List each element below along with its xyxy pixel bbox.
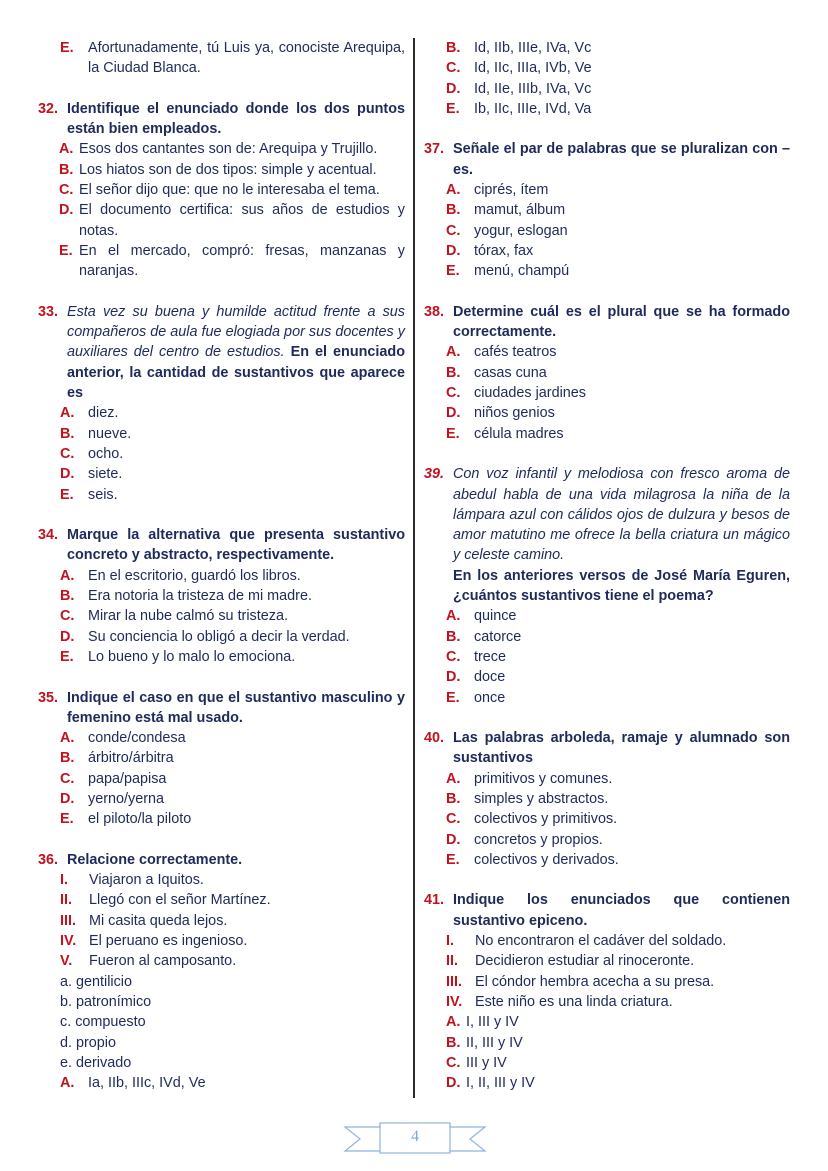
option-text: II, III y IV xyxy=(466,1034,523,1051)
option-letter: C. xyxy=(446,811,461,828)
option-letter: D. xyxy=(60,790,75,807)
option-text: diez. xyxy=(88,405,119,422)
option-letter: B. xyxy=(59,161,74,178)
option-letter: A. xyxy=(446,608,461,625)
option-text: Id, IIc, IIIa, IVb, Ve xyxy=(474,60,592,77)
question-number: 35. xyxy=(38,689,59,706)
roman-numeral: III. xyxy=(446,973,462,990)
option-letter: D. xyxy=(446,80,461,97)
statement-text: Este niño es una linda criatura. xyxy=(475,993,673,1010)
option-e xyxy=(38,809,405,829)
option-a xyxy=(38,1073,405,1093)
option-text: mamut, álbum xyxy=(474,202,566,219)
option-text: doce xyxy=(474,669,506,686)
option-letter: A. xyxy=(60,567,75,584)
option-letter: E. xyxy=(446,263,460,280)
option-text: En el mercado, compró: fresas, manzanas y naranjas. xyxy=(79,242,405,280)
category-e: e. derivado xyxy=(60,1054,132,1071)
roman-numeral: III. xyxy=(60,912,76,929)
option-b xyxy=(424,789,790,809)
option-b xyxy=(38,748,405,768)
option-e xyxy=(424,688,790,708)
statement-v xyxy=(38,951,405,971)
question-prompt: Señale el par de palabras que se pluralizan con –es. xyxy=(453,141,790,178)
option-text: papa/papisa xyxy=(88,770,167,787)
option-text: tórax, fax xyxy=(474,242,534,259)
roman-numeral: I. xyxy=(60,872,68,889)
option-letter: D. xyxy=(446,1075,461,1092)
option-d xyxy=(38,789,405,809)
option-text: el piloto/la piloto xyxy=(88,811,192,828)
option-b xyxy=(424,627,790,647)
option-text: Ib, IIc, IIIe, IVd, Va xyxy=(474,100,592,117)
option-text: simples y abstractos. xyxy=(474,790,609,807)
question-41 xyxy=(424,890,790,1093)
question-number: 32. xyxy=(38,100,59,117)
page-number: 4 xyxy=(411,1128,419,1145)
option-e xyxy=(38,485,405,505)
question-33 xyxy=(38,302,405,505)
question-number: 39. xyxy=(424,466,445,483)
option-d xyxy=(38,200,405,241)
option-letter: C. xyxy=(446,385,461,402)
option-text: catorce xyxy=(474,628,522,645)
option-c xyxy=(38,606,405,626)
option-text: árbitro/árbitra xyxy=(88,750,174,767)
question-prompt: Relacione correctamente. xyxy=(67,851,243,868)
option-text: quince xyxy=(474,608,517,625)
option-letter: A. xyxy=(446,1014,461,1031)
question-39 xyxy=(424,464,790,708)
option-text: concretos y propios. xyxy=(474,831,603,848)
option-text: Ia, IIb, IIIc, IVd, Ve xyxy=(88,1075,206,1092)
option-text: conde/condesa xyxy=(88,730,186,747)
option-a xyxy=(424,180,790,200)
option-d xyxy=(424,667,790,687)
question-32 xyxy=(38,99,405,282)
statement-text: Mi casita queda lejos. xyxy=(89,912,228,929)
question-number: 37. xyxy=(424,141,445,158)
option-letter: A. xyxy=(446,344,461,361)
question-number: 41. xyxy=(424,892,445,909)
option-b xyxy=(38,424,405,444)
option-c xyxy=(38,769,405,789)
option-a xyxy=(424,769,790,789)
option-letter: E. xyxy=(60,811,74,828)
option-letter: D. xyxy=(446,669,461,686)
option-letter: C. xyxy=(60,445,75,462)
option-c xyxy=(424,58,790,78)
option-text: siete. xyxy=(88,466,123,483)
question-passage: Con voz infantil y melodiosa con fresco aroma de abedul habla de una vida milagrosa la niña de la lámpara azul con cálidos ojos de dulzura y besos de amor matutino me ofrece la bella criatura un mágico y celeste camino. xyxy=(453,466,790,564)
option-text: Mirar la nube calmó su tristeza. xyxy=(88,608,288,625)
option-letter: C. xyxy=(446,222,461,239)
option-letter: D. xyxy=(446,831,461,848)
option-letter: E. xyxy=(60,648,74,665)
statement-ii xyxy=(38,890,405,910)
option-text: trece xyxy=(474,648,506,665)
option-text: célula madres xyxy=(474,425,564,442)
roman-numeral: V. xyxy=(60,953,73,970)
option-b xyxy=(38,160,405,180)
statement-iii xyxy=(38,911,405,931)
question-prompt: En los anteriores versos de José María Eguren, ¿cuántos sustantivos tiene el poema? xyxy=(453,567,790,605)
option-e xyxy=(38,241,405,282)
option-text: ocho. xyxy=(88,445,124,462)
option-letter: B. xyxy=(446,1034,461,1051)
question-number: 40. xyxy=(424,730,445,747)
statement-i xyxy=(38,870,405,890)
option-e xyxy=(424,99,790,119)
option-text: nueve. xyxy=(88,425,132,442)
option-d xyxy=(424,241,790,261)
option-d xyxy=(424,403,790,423)
option-b xyxy=(38,586,405,606)
roman-numeral: I. xyxy=(446,933,454,950)
question-prompt: En el enunciado anterior, la cantidad de sustantivos que aparece es xyxy=(67,344,406,402)
roman-numeral: IV. xyxy=(60,933,77,950)
option-text: primitivos y comunes. xyxy=(474,770,613,787)
option-text: ciprés, ítem xyxy=(474,182,549,199)
option-d xyxy=(424,1073,790,1093)
statement-iv xyxy=(38,931,405,951)
option-b xyxy=(424,38,790,58)
option-e xyxy=(424,261,790,281)
option-e xyxy=(424,850,790,870)
page-number-ribbon xyxy=(340,1113,490,1161)
question-35 xyxy=(38,688,405,830)
question-number: 36. xyxy=(38,851,59,868)
option-c xyxy=(424,809,790,829)
option-text: yogur, eslogan xyxy=(474,222,568,239)
option-letter: E. xyxy=(446,100,460,117)
option-letter: C. xyxy=(60,608,75,625)
left-column xyxy=(38,38,405,1093)
roman-numeral: IV. xyxy=(446,993,463,1010)
option-c xyxy=(38,444,405,464)
option-text: seis. xyxy=(88,486,118,503)
question-prompt: Marque la alternativa que presenta sustantivo concreto y abstracto, respectivamente. xyxy=(67,527,405,564)
option-a xyxy=(38,566,405,586)
question-36 xyxy=(38,850,405,1094)
category-a: a. gentilicio xyxy=(60,973,132,990)
question-body xyxy=(67,302,405,403)
category-b: b. patronímico xyxy=(60,993,152,1010)
question-prompt: Indique los enunciados que contienen sustantivo epiceno. xyxy=(453,892,790,929)
option-text: Afortunadamente, tú Luis ya, conociste Arequipa, la Ciudad Blanca. xyxy=(88,40,405,77)
option-b xyxy=(424,1033,790,1053)
option-letter: C. xyxy=(446,60,461,77)
question-36-continued xyxy=(424,38,790,119)
roman-numeral: II. xyxy=(60,892,72,909)
option-a xyxy=(424,342,790,362)
question-31-tail xyxy=(38,38,405,79)
column-divider xyxy=(413,38,415,1098)
statement-text: Fueron al camposanto. xyxy=(89,953,237,970)
option-letter: B. xyxy=(446,40,461,56)
question-body xyxy=(453,464,790,606)
option-d xyxy=(38,464,405,484)
option-text: El documento certifica: sus años de estudios y notas. xyxy=(79,202,405,239)
option-c xyxy=(38,180,405,200)
question-37 xyxy=(424,139,790,281)
option-letter: A. xyxy=(60,730,75,747)
option-d xyxy=(424,830,790,850)
question-prompt: Indique el caso en que el sustantivo masculino y femenino está mal usado. xyxy=(67,689,405,726)
option-text: ciudades jardines xyxy=(474,385,586,402)
option-letter: B. xyxy=(446,364,461,381)
option-letter: D. xyxy=(60,628,75,645)
option-letter: C. xyxy=(446,1054,461,1071)
option-text: I, II, III y IV xyxy=(466,1075,535,1092)
question-number: 34. xyxy=(38,527,59,544)
option-letter: A. xyxy=(446,770,461,787)
question-number: 38. xyxy=(424,303,445,320)
statement-ii xyxy=(424,951,790,971)
option-letter: B. xyxy=(446,628,461,645)
statement-text: No encontraron el cadáver del soldado. xyxy=(475,933,727,950)
option-letter: B. xyxy=(446,202,461,219)
option-text: yerno/yerna xyxy=(88,790,164,807)
question-number: 33. xyxy=(38,303,59,320)
option-c xyxy=(424,221,790,241)
option-text: menú, champú xyxy=(474,263,570,280)
option-letter: C. xyxy=(446,648,461,665)
option-text: Su conciencia lo obligó a decir la verdad. xyxy=(88,628,350,645)
option-text: once xyxy=(474,689,506,706)
category-c: c. compuesto xyxy=(60,1014,146,1031)
statement-iv xyxy=(424,992,790,1012)
option-text: casas cuna xyxy=(474,364,547,381)
question-passage: Esta vez su buena y humilde actitud frente a sus compañeros de aula fue elogiada por sus docentes y auxiliares del centro de estudios. xyxy=(67,303,405,361)
option-c xyxy=(424,647,790,667)
statement-text: El cóndor hembra acecha a su presa. xyxy=(475,973,715,990)
option-letter: B. xyxy=(60,750,75,767)
option-text: Los hiatos son de dos tipos: simple y acentual. xyxy=(79,161,377,178)
option-letter: E. xyxy=(446,425,460,442)
option-letter: C. xyxy=(60,770,75,787)
option-letter: E. xyxy=(60,40,74,56)
option-text: niños genios xyxy=(474,405,555,422)
option-a xyxy=(424,606,790,626)
option-text: Lo bueno y lo malo lo emociona. xyxy=(88,648,296,665)
option-letter: D. xyxy=(59,202,74,219)
option-text: colectivos y primitivos. xyxy=(474,811,618,828)
option-letter: B. xyxy=(60,588,75,605)
statement-iii xyxy=(424,972,790,992)
right-column xyxy=(424,38,790,1093)
category-d: d. propio xyxy=(60,1034,117,1051)
option-e xyxy=(38,38,405,79)
option-text: Era notoria la tristeza de mi madre. xyxy=(88,588,312,605)
statement-text: Viajaron a Iquitos. xyxy=(89,872,204,889)
question-prompt: Identifique el enunciado donde los dos puntos están bien empleados. xyxy=(67,100,405,138)
option-d xyxy=(424,79,790,99)
option-letter: A. xyxy=(60,1075,75,1092)
option-c xyxy=(424,383,790,403)
option-d xyxy=(38,627,405,647)
option-letter: E. xyxy=(446,689,460,706)
option-b xyxy=(424,363,790,383)
option-e xyxy=(424,424,790,444)
question-34 xyxy=(38,525,405,667)
statement-text: Decidieron estudiar al rinoceronte. xyxy=(475,953,695,970)
option-letter: D. xyxy=(446,242,461,259)
option-letter: D. xyxy=(446,405,461,422)
option-text: III y IV xyxy=(466,1054,507,1071)
option-text: Id, IIb, IIIe, IVa, Vc xyxy=(474,40,592,56)
option-letter: E. xyxy=(59,242,73,259)
option-letter: A. xyxy=(446,182,461,199)
statement-i xyxy=(424,931,790,951)
option-c xyxy=(424,1053,790,1073)
option-text: Esos dos cantantes son de: Arequipa y Trujillo. xyxy=(79,141,378,158)
option-letter: C. xyxy=(59,182,74,199)
question-prompt: Determine cuál es el plural que se ha formado correctamente. xyxy=(453,303,790,341)
option-text: Id, IIe, IIIb, IVa, Vc xyxy=(474,80,592,97)
question-40 xyxy=(424,728,790,870)
option-text: cafés teatros xyxy=(474,344,557,361)
option-text: El señor dijo que: que no le interesaba el tema. xyxy=(79,182,380,199)
option-a xyxy=(38,139,405,159)
statement-text: El peruano es ingenioso. xyxy=(89,933,248,950)
option-letter: B. xyxy=(446,790,461,807)
question-prompt: Las palabras arboleda, ramaje y alumnado son sustantivos xyxy=(453,730,790,767)
roman-numeral: II. xyxy=(446,953,458,970)
option-a xyxy=(424,1012,790,1032)
option-letter: E. xyxy=(446,851,460,868)
option-letter: D. xyxy=(60,466,75,483)
option-text: I, III y IV xyxy=(466,1014,519,1031)
option-letter: A. xyxy=(59,141,74,158)
option-a xyxy=(38,728,405,748)
option-e xyxy=(38,647,405,667)
option-text: En el escritorio, guardó los libros. xyxy=(88,567,301,584)
statement-text: Llegó con el señor Martínez. xyxy=(89,892,271,909)
option-a xyxy=(38,403,405,423)
option-text: colectivos y derivados. xyxy=(474,851,619,868)
option-letter: A. xyxy=(60,405,75,422)
option-letter: B. xyxy=(60,425,75,442)
option-letter: E. xyxy=(60,486,74,503)
option-b xyxy=(424,200,790,220)
question-38 xyxy=(424,302,790,444)
